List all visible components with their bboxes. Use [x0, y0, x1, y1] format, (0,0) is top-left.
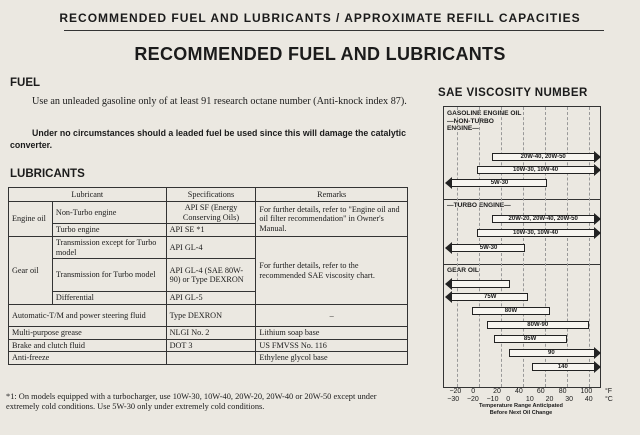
range-bar-label: 5W-30: [479, 245, 498, 251]
brake-spec: DOT 3: [166, 339, 256, 352]
grease-label: Multi-purpose grease: [9, 327, 167, 340]
tick-label-f: 40: [515, 388, 523, 395]
atf-label: Automatic-T/M and power steering fluid: [9, 305, 167, 327]
engine-oil-remarks: For further details, refer to "Engine oil and oil filter recommendation" in Owner's Manual.: [256, 202, 408, 237]
atf-remarks: –: [256, 305, 408, 327]
fuel-warning: Under no circumstances should a leaded fuel be used since this will damage the catalytic converter.: [10, 128, 406, 150]
lubricants-heading: LUBRICANTS: [10, 168, 85, 180]
gridline: [589, 107, 590, 387]
axis-caption: Temperature Range Anticipated Before Next Oil Change: [479, 403, 563, 416]
range-bar-label: 10W-30, 10W-40: [512, 167, 559, 173]
header-lubricant: Lubricant: [9, 188, 167, 202]
unit-c: °C: [605, 396, 613, 403]
table-row: [9, 305, 408, 327]
tick-label-f: 80: [558, 388, 567, 395]
tick-label-c: 10: [525, 396, 534, 403]
fuel-heading: FUEL: [10, 77, 41, 89]
tick-label-c: 0: [506, 396, 511, 403]
table-row: [9, 202, 408, 224]
sae-title: SAE VISCOSITY NUMBER: [438, 87, 588, 99]
table-row: [9, 327, 408, 340]
range-bar-label: 80W-90: [527, 322, 549, 328]
tick-label-c: −30: [447, 396, 460, 403]
main-title: RECOMMENDED FUEL AND LUBRICANTS: [134, 44, 506, 64]
tick-label-f: 100: [580, 388, 593, 395]
tick-label-f: 0: [471, 388, 476, 395]
table-row: [9, 339, 408, 352]
header-specifications: Specifications: [166, 188, 256, 202]
differential-spec: API GL-5: [166, 292, 256, 305]
tick-label-c: 20: [545, 396, 554, 403]
gridline: [567, 107, 568, 387]
non-turbo-spec: API SF (Energy Conserving Oils): [166, 202, 256, 224]
header-rule: [64, 30, 604, 31]
trans-except-label: Transmission except for Turbo model: [52, 237, 166, 259]
antifreeze-label: Anti-freeze: [9, 352, 167, 365]
range-bar: [452, 280, 510, 288]
range-bar-label: 85W: [523, 336, 537, 342]
non-turbo-label: Non-Turbo engine: [52, 202, 166, 224]
range-bar-label: 5W-30: [490, 180, 509, 186]
tick-label-c: 30: [565, 396, 574, 403]
tick-label-f: 20: [493, 388, 501, 395]
antifreeze-spec: [166, 352, 256, 365]
unit-f: °F: [605, 388, 613, 395]
footnote: *1: On models equipped with a turbocharger, use 10W-30, 10W-40, 20W-20, 20W-40 or 20W-50 except under extremely cold conditions. Use 5W-30 only under extremely cold conditions.: [6, 392, 377, 411]
header-remarks: Remarks: [256, 188, 408, 202]
group-separator: [444, 264, 600, 265]
lubricants-table: [8, 187, 408, 365]
tick-label-c: −10: [486, 396, 499, 403]
range-bar-label: 75W: [484, 294, 497, 300]
tick-label-f: 60: [536, 388, 545, 395]
brake-label: Brake and clutch fluid: [9, 339, 167, 352]
trans-except-spec: API GL-4: [166, 237, 256, 259]
fuel-paragraph: Use an unleaded gasoline only of at least 91 research octane number (Anti-knock index 87).: [32, 96, 407, 107]
trans-turbo-label: Transmission for Turbo model: [52, 259, 166, 292]
gear-oil-label: Gear oil: [9, 237, 53, 305]
range-bar-label: 80W: [504, 308, 518, 314]
antifreeze-remarks: Ethylene glycol base: [256, 352, 408, 365]
range-bar-label: 140: [557, 364, 568, 370]
group-separator: [444, 199, 600, 200]
table-row: [9, 237, 408, 259]
grease-spec: NLGI No. 2: [166, 327, 256, 340]
sae-viscosity-chart: [443, 106, 601, 388]
atf-spec: Type DEXRON: [166, 305, 256, 327]
trans-turbo-spec: API GL-4 (SAE 80W-90) or Type DEXRON: [166, 259, 256, 292]
tick-label-c: −20: [466, 396, 479, 403]
table-row: [9, 352, 408, 365]
range-bar-label: 10W-30, 10W-40: [512, 230, 559, 236]
differential-label: Differential: [52, 292, 166, 305]
group-label-gasoline: GASOLINE ENGINE OIL —NON-TURBO ENGINE—: [447, 110, 522, 132]
tick-label-f: −20: [449, 388, 462, 395]
gear-oil-remarks: For further details, refer to the recommended SAE viscosity chart.: [256, 237, 408, 305]
page-header: RECOMMENDED FUEL AND LUBRICANTS / APPROXIMATE REFILL CAPACITIES: [59, 11, 581, 25]
gridline: [545, 107, 546, 387]
table-header-row: [9, 188, 408, 202]
tick-label-c: 40: [584, 396, 593, 403]
range-bar-label: 90: [548, 350, 555, 356]
group-label-gear: GEAR OIL: [447, 267, 479, 274]
group-label-turbo: —TURBO ENGINE—: [447, 202, 511, 209]
range-bar-label: 20W-20, 20W-40, 20W-50: [508, 216, 578, 222]
turbo-spec: API SE *1: [166, 224, 256, 237]
turbo-label: Turbo engine: [52, 224, 166, 237]
engine-oil-label: Engine oil: [9, 202, 53, 237]
grease-remarks: Lithium soap base: [256, 327, 408, 340]
range-bar-label: 20W-40, 20W-50: [520, 154, 566, 160]
brake-remarks: US FMVSS No. 116: [256, 339, 408, 352]
